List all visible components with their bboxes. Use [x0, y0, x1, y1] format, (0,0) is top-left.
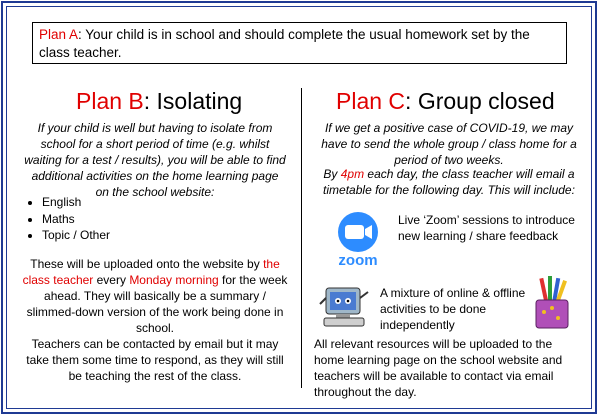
- mixture-activities-text: A mixture of online & offline activities to be done independently: [380, 286, 526, 332]
- timetable-text-part: By: [323, 167, 341, 181]
- list-item: • English: [42, 194, 110, 211]
- upload-highlight-teacher: the class teacher: [22, 257, 280, 287]
- plan-c-title-rest: : Group closed: [405, 88, 555, 114]
- plan-b-title-rest: : Isolating: [143, 88, 243, 114]
- zoom-sessions-text: Live ‘Zoom’ sessions to introduce new learning / share feedback: [398, 213, 575, 243]
- plan-b-title-label: Plan B: [76, 88, 144, 114]
- upload-text-part: These will be uploaded onto the website by: [30, 257, 264, 271]
- upload-text-part: for the week ahead. They will basically be a summary / slimmed-down version of the work being done in school.: [26, 273, 288, 335]
- upload-text-part: every: [93, 273, 130, 287]
- plan-a-text: : Your child is in school and should complete the usual homework set by the class teacher.: [39, 27, 530, 60]
- zoom-logo-icon: [328, 210, 388, 268]
- plan-b-upload-text: [20, 256, 290, 336]
- plan-b-intro: If your child is well but having to isolate from school for a short period of time (e.g. whilst waiting for a test / results), you will be able to find additional activities on the home learning page on the school website:: [24, 121, 286, 199]
- plan-c-intro: If we get a positive case of COVID-19, we may have to send the whole group / class home for a period of two weeks.: [321, 121, 577, 167]
- plan-c-title: [336, 88, 555, 115]
- upload-highlight-day: Monday morning: [129, 273, 219, 287]
- plan-a-box: [32, 22, 567, 64]
- zoom-logo-text: zoom: [338, 252, 378, 268]
- timetable-time: 4pm: [340, 167, 365, 181]
- column-divider: [301, 88, 302, 388]
- plan-c-title-label: Plan C: [336, 88, 406, 114]
- timetable-text-part: each day, the class teacher will email a timetable for the following day. This will include:: [323, 167, 575, 197]
- plan-b-contact-text: Teachers can be contacted by email but it may take them some time to respond, as they will still be teaching the rest of the class.: [26, 337, 284, 383]
- plan-a-label: Plan A: [39, 27, 79, 42]
- resources-text: All relevant resources will be uploaded to the home learning page on the school website and teachers will be available to contact via email throughout the day.: [314, 337, 563, 399]
- subject-list: [24, 194, 110, 244]
- computer-cartoon-icon: [316, 282, 372, 332]
- list-item: • Maths: [42, 211, 110, 228]
- plan-b-title: [76, 88, 242, 115]
- pencil-pot-icon: [526, 276, 576, 330]
- plan-c-timetable: [314, 166, 584, 198]
- list-item: • Topic / Other: [42, 227, 110, 244]
